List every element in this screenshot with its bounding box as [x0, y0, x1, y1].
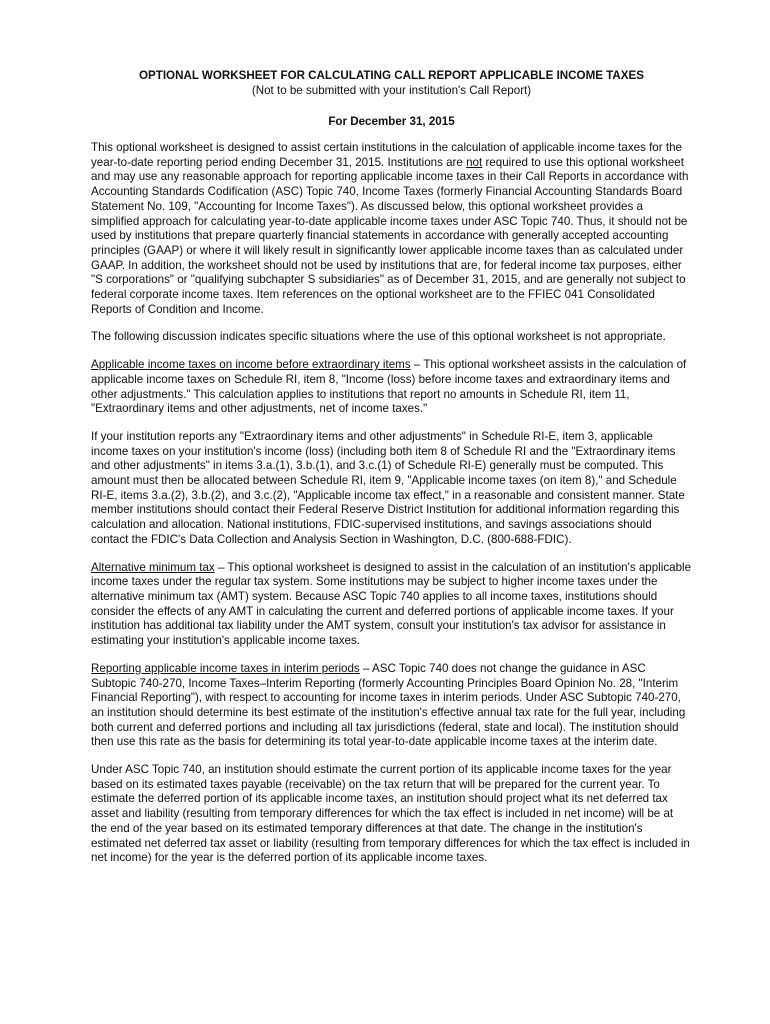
discussion-intro-paragraph: The following discussion indicates specific situations where the use of this optional worksheet is not appropriate. — [91, 330, 666, 344]
extraordinary-items-heading: Applicable income taxes on income before extraordinary items — [91, 358, 411, 372]
document-date: For December 31, 2015 — [328, 115, 455, 128]
amt-text: – This optional worksheet is designed to assist in the calculation of an institution's applicable income taxes under the regular tax system. Some institutions may be subject to higher income taxes under the alternative minimum tax (AMT) system. Because ASC Topic 740 applies to all income taxes, institutions should consider the effects of any AMT in calculating the current and deferred portions of applicable income taxes. If your institution has additional tax liability under the AMT system, consult your institution's tax advisor for assistance in estimating your institution's applicable income taxes. — [91, 560, 692, 648]
extraordinary-items-text: – This optional worksheet assists in the calculation of applicable income taxes on Schedule RI, item 8, "Income (loss) before income taxes and extraordinary items and other adjustments." This calculation applies to institutions that report no amounts in Schedule RI, item 11, "Extraordinary items and other adjustments, net of income taxes." — [91, 358, 687, 416]
intro-emphasis: not — [466, 155, 483, 169]
extraordinary-followup-paragraph: If your institution reports any "Extraordinary items and other adjustments" in Schedule RI-E, item 3, applicable income taxes on your institution's income (loss) (including both item 8 of Schedule RI and the "Extraordinary items and other adjustments" in items 3.a.(1), 3.b.(1), and 3.c.(1) of Schedule RI-E) generally must be computed. This amount must then be allocated between Schedule RI, item 9, "Applicable income taxes (on item 8)," and Schedule RI-E, items 3.a.(2), 3.b.(2), and 3.c.(2), "Applicable income tax effect," in a reasonable and consistent manner. State member institutions should contact their Federal Reserve District Institution for additional information regarding this calculation and allocation. National institutions, FDIC-supervised institutions, and savings associations should contact the FDIC's Data Collection and Analysis Section in Washington, D.C. (800-688-FDIC). — [91, 429, 685, 546]
amt-paragraph — [91, 561, 692, 649]
document-title: OPTIONAL WORKSHEET FOR CALCULATING CALL REPORT APPLICABLE INCOME TAXES — [139, 69, 644, 82]
closing-paragraph: Under ASC Topic 740, an institution should estimate the current portion of its applicable income taxes for the year based on its estimated taxes payable (receivable) on the tax return that will be prepared for the current year. To estimate the deferred portion of its applicable income taxes, an institution should project what its net deferred tax asset and liability (resulting from temporary differences for which the tax effect is included in net income) will be at the end of the year based on its estimated temporary differences at that date. The change in the institution's estimated net deferred tax asset or liability (resulting from temporary differences for which the tax effect is included in net income) for the year is the deferred portion of its applicable income taxes. — [91, 763, 690, 865]
interim-text: – ASC Topic 740 does not change the guidance in ASC Subtopic 740-270, Income Taxes–Interim Reporting (formerly Accounting Principles Board Opinion No. 28, "Interim Financial Reporting"), with respect to accounting for income taxes in interim periods. Under ASC Subtopic 740-270, an institution should determine its best estimate of the institution's effective annual tax rate for the full year, including both current and deferred portions and including all tax jurisdictions (federal, state and local). The institution should then use this rate as the basis for determining its total year-to-date applicable income taxes at the interim date. — [91, 661, 686, 749]
intro-text-end: required to use this optional worksheet and may use any reasonable approach for reporting applicable income taxes in their Call Reports in accordance with Accounting Standards Codification (ASC) Topic 740, Income Taxes (formerly Financial Accounting Standards Board Statement No. 109, "Accounting for Income Taxes"). As discussed below, this optional worksheet provides a simplified approach for calculating year-to-date applicable income taxes under ASC Topic 740. Thus, it should not be used by institutions that prepare quarterly financial statements in accordance with generally accepted accounting principles (GAAP) or where it will likely result in significantly lower applicable income taxes than as calculated under GAAP. In addition, the worksheet should not be used by institutions that are, for federal income tax purposes, either "S corporations" or "qualifying subchapter S subsidiaries" as of December 31, 2015, and are generally not subject to federal corporate income taxes. Item references on the optional worksheet are to the FFIEC 041 Consolidated Reports of Condition and Income. — [91, 155, 689, 316]
amt-heading: Alternative minimum tax — [91, 560, 215, 574]
intro-text-start: This optional worksheet is designed to assist certain institutions in the calculation of applicable income taxes for the year-to-date reporting period ending December 31, 2015. Institutions are — [91, 141, 682, 169]
interim-heading: Reporting applicable income taxes in interim periods — [91, 661, 360, 675]
intro-paragraph — [91, 141, 692, 317]
interim-paragraph — [91, 662, 692, 750]
extraordinary-items-paragraph — [91, 358, 692, 417]
document-subtitle: (Not to be submitted with your institution's Call Report) — [251, 84, 532, 97]
